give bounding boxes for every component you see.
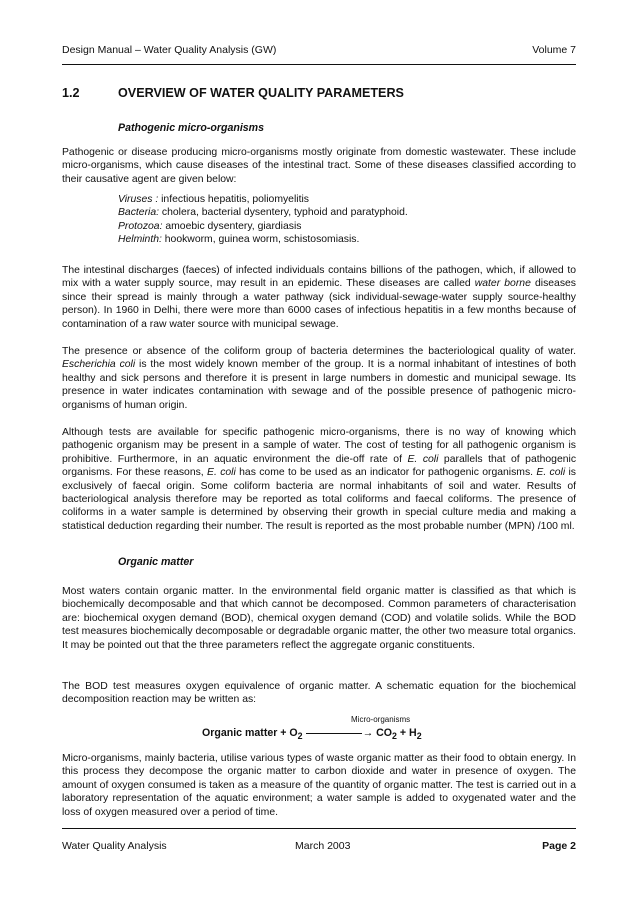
paragraph-3-text: The presence or absence of the coliform group of bacteria determines the bacteriological quality of water. Escherichia coli is the most widely known member of the group. It is a normal inhabitant of intestines of both healthy and sick persons and therefore it is present in large numbers in domestic and municipal sewage. Its presence in water indicates contamination with sewage and of the possible presence of pathogenic micro-organisms of human origin. (62, 346, 577, 411)
paragraph-3 (62, 345, 576, 412)
paragraph-4 (62, 426, 576, 533)
page-number: Page 2 (542, 840, 576, 852)
equation-line: Organic matter + $O_2 \to CO_2 + H_2$ (202, 727, 422, 742)
equation-catalyst: Micro-organisms (351, 715, 411, 724)
bod-equation (62, 715, 576, 743)
paragraph-2 (62, 264, 576, 331)
footer-divider (62, 828, 576, 829)
agent-text: hookworm, guinea worm, schistosomiasis. (161, 234, 360, 246)
header-volume: Volume 7 (532, 44, 576, 56)
paragraph-2-text: The intestinal discharges (faeces) of infected individuals contains billions of the pathogen, which, if allowed to mix with a water supply source, may result in an epidemic. These diseases are called water borne diseases since their spread is mainly through a water pathway (sick individual-sewage-water supply source-healthy person). In 1960 in Delhi, there were more than 6000 cases of infectious hepatitis in a few months because of contamination of a raw water source with municipal sewage. (62, 265, 576, 330)
section-title: OVERVIEW OF WATER QUALITY PARAMETERS (118, 86, 404, 100)
paragraph-7 (62, 752, 576, 819)
equation-arrow-shaft (306, 733, 362, 734)
agent-text: cholera, bacterial dysentery, typhoid and paratyphoid. (159, 207, 408, 219)
page-header (62, 44, 576, 56)
paragraph-7-text: Micro-organisms, mainly bacteria, utilise various types of waste organic matter as their food to obtain energy. In this process they decompose the organic matter to carbon dioxide and water in presence of oxygen. The amount of oxygen consumed is taken as a measure of the quantity of organic matter. The test is carried out in a laboratory representation of the aquatic environment; a water sample is added to oxygenated water and the loss of oxygen measured over a period of time. (62, 753, 576, 818)
agent-text: amoebic dysentery, giardiasis (162, 220, 302, 232)
paragraph-5 (62, 585, 576, 652)
equation-arrow-head: → (362, 727, 374, 739)
paragraph-6-text: The BOD test measures oxygen equivalence of organic matter. A schematic equation for the biochemical decomposition reaction may be written as: (62, 681, 576, 706)
agent-label: Bacteria: (118, 207, 160, 219)
agent-text: infectious hepatitis, poliomyelitis (158, 194, 309, 205)
subheading-pathogenic: Pathogenic micro-organisms (118, 122, 264, 134)
paragraph-4-text: Although tests are available for specific pathogenic micro-organisms, there is no way of knowing which pathogenic organism may be present in a sample of water. The cost of testing for all pathogenic organism is prohibitive. Furthermore, in an aquatic environment the die-off rate of E. coli parallels that of pathogenic organisms. For these reasons, E. coli has come to be used as an indicator for pathogenic organisms. E. coli is exclusively of faecal origin. Some coliform bacteria are normal inhabitants of soil and water. Results of bacteriological analysis therefore may be reported as total coliforms and faecal coliforms. The presence of coliforms in a water sample is determined by observing their growth in special culture media and making a statistical deduction regarding their number. The result is reported as the most probable number (MPN) /100 ml. (62, 427, 577, 532)
footer-date: March 2003 (295, 840, 351, 852)
section-number: 1.2 (62, 86, 80, 100)
paragraph-6 (62, 680, 576, 707)
section-heading (62, 86, 404, 100)
agent-viruses (118, 193, 408, 206)
subheading-organic-matter: Organic matter (118, 556, 194, 568)
agent-label: Viruses : (118, 194, 159, 205)
agent-list (118, 193, 408, 247)
paragraph-1 (62, 146, 576, 186)
agent-protozoa (118, 220, 408, 233)
paragraph-1-text: Pathogenic or disease producing micro-organisms mostly originate from domestic wastewater. These include micro-organisms, which cause diseases of the intestinal tract. Some of these diseases classified according to their causative agent are given below: (62, 147, 576, 185)
agent-bacteria (118, 206, 408, 219)
header-divider (62, 64, 576, 65)
header-title: Design Manual – Water Quality Analysis (GW) (62, 44, 277, 56)
agent-label: Protozoa: (118, 220, 163, 232)
paragraph-5-text: Most waters contain organic matter. In the environmental field organic matter is classified as that which is biochemically decomposable and that which cannot be decomposed. Common parameters of characterisation are: biochemical oxygen demand (BOD), chemical oxygen demand (COD) and volatile solids. While the BOD test measures biochemically decomposable or degradable organic matter, the other two measure total organics. It may be pointed out that the three parameters reflect the aggregate organic constituents. (62, 586, 576, 651)
agent-label: Helminth: (118, 234, 162, 246)
agent-helminth (118, 233, 408, 246)
footer-title: Water Quality Analysis (62, 840, 167, 852)
